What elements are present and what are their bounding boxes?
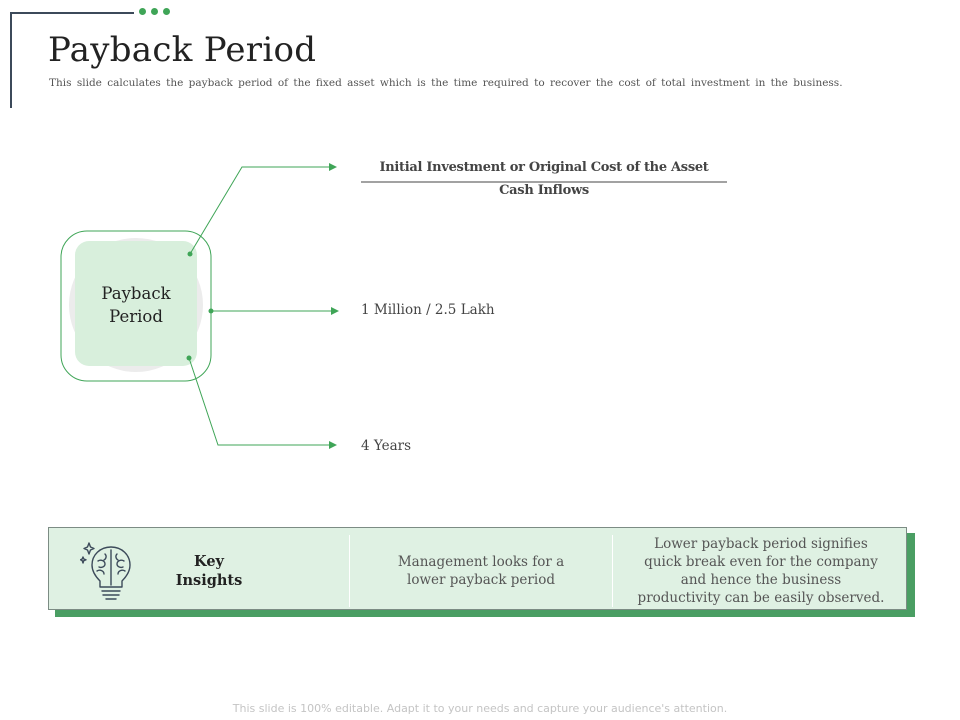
page-subtitle: This slide calculates the payback period of the fixed asset which is the time required to recover the cost of total investment in the business. [49,77,843,89]
insight-break-even [616,535,906,607]
insight-break-even-line4: productivity can be easily observed. [637,590,885,606]
formula-denominator: Cash Inflows [499,183,589,198]
brain-bulb-icon [80,540,136,602]
insight-break-even-line2: quick break even for the company [644,554,878,570]
connector-values-dot [209,309,214,314]
center-node-label [76,282,196,328]
insights-title-line2: Insights [175,572,243,589]
connector-result [189,358,336,445]
insight-management-line2: lower payback period [407,572,555,588]
formula-values: 1 Million / 2.5 Lakh [361,302,495,318]
insights-divider-1 [349,535,350,607]
insights-title [160,552,258,590]
formula-result: 4 Years [361,438,412,454]
connector-formula-dot [188,252,193,257]
insight-break-even-line3: and hence the business [680,572,842,588]
insight-management-line1: Management looks for a [397,554,565,570]
insight-management [352,553,610,589]
page-title: Payback Period [48,30,317,70]
center-node-label-line1: Payback [101,284,171,303]
connector-formula [190,167,336,254]
formula-numerator: Initial Investment or Original Cost of the Asset [379,160,709,175]
connector-result-dot [187,356,192,361]
insight-break-even-line1: Lower payback period signifies [654,536,868,552]
insights-divider-2 [612,535,613,607]
center-node-label-line2: Period [109,307,163,326]
insights-title-line1: Key [194,553,224,570]
footer-note: This slide is 100% editable. Adapt it to your needs and capture your audience's attention. [232,702,728,715]
